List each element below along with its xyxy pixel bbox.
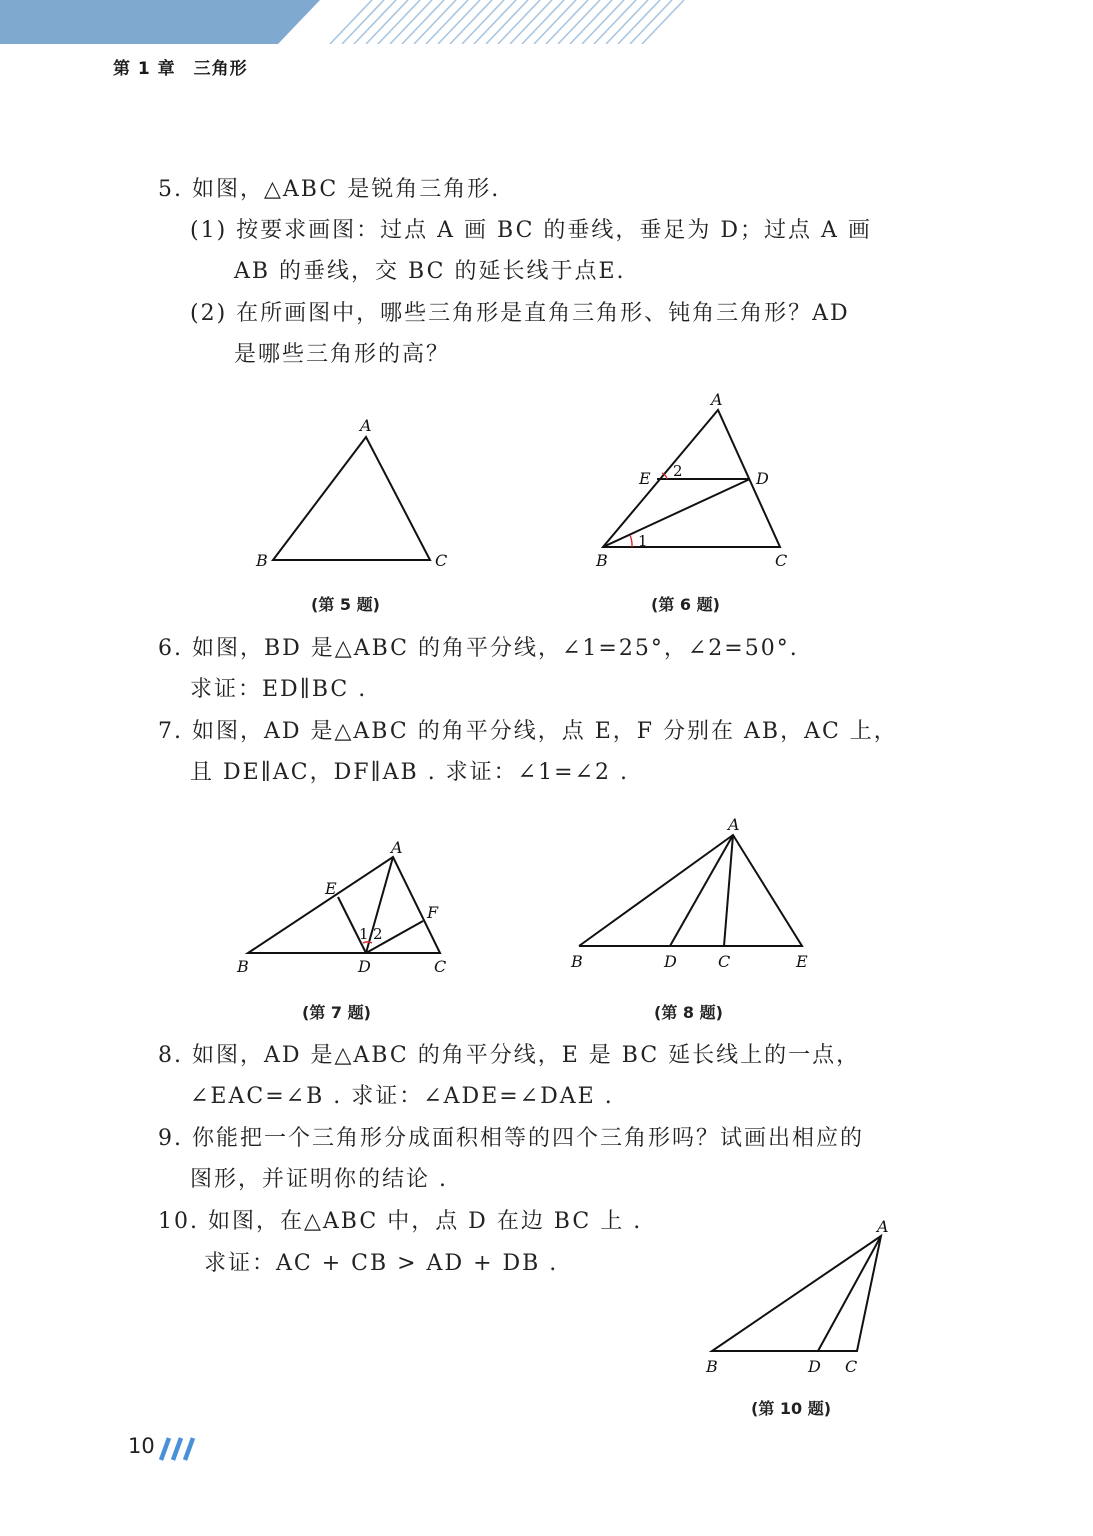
triangle-abe <box>579 835 802 946</box>
label-a: A <box>711 390 723 409</box>
problem-5-line-5: 是哪些三角形的高？ <box>234 342 451 367</box>
caption-figure-8: (第 8 题) <box>654 1003 723 1022</box>
problem-5-line-3: AB 的垂线，交 BC 的延长线于点E. <box>234 259 626 284</box>
problem-5-line-1: 5. 如图，△ABC 是锐角三角形. <box>158 177 501 202</box>
angle-2-label: 2 <box>673 462 683 480</box>
problem-8-line-2: ∠EAC=∠B . 求证：∠ADE=∠DAE . <box>190 1084 614 1109</box>
label-e: E <box>325 879 337 898</box>
segment-ac <box>724 835 733 946</box>
label-c: C <box>434 957 447 976</box>
chapter-heading <box>113 54 248 79</box>
figure-5 <box>240 410 470 580</box>
angle-1-label: 1 <box>359 925 369 943</box>
problem-7-line-1: 7. 如图，AD 是△ABC 的角平分线，点 E，F 分别在 AB，AC 上， <box>158 719 898 744</box>
label-c: C <box>435 551 448 570</box>
label-c: C <box>775 551 788 570</box>
label-b: B <box>237 957 249 976</box>
chapter-number: 第 1 章 <box>113 59 176 79</box>
problem-9-line-2: 图形，并证明你的结论 . <box>190 1167 448 1192</box>
angle-1-label: 1 <box>638 532 648 550</box>
label-d: D <box>358 957 371 976</box>
segment-bd <box>603 479 750 547</box>
label-d: D <box>756 469 769 488</box>
caption-figure-6: (第 6 题) <box>651 595 720 614</box>
label-e: E <box>796 952 808 971</box>
triangle-abc <box>273 437 430 560</box>
label-b: B <box>706 1357 718 1376</box>
label-a: A <box>728 815 740 834</box>
label-f: F <box>427 903 439 922</box>
label-c: C <box>718 952 731 971</box>
problem-10-line-1: 10. 如图，在△ABC 中，点 D 在边 BC 上 . <box>158 1209 643 1234</box>
figure-6 <box>585 388 795 580</box>
label-d: D <box>808 1357 821 1376</box>
problem-5-line-4: (2) 在所画图中，哪些三角形是直角三角形、钝角三角形？AD <box>190 301 850 326</box>
problem-7-line-2: 且 DE∥AC，DF∥AB . 求证：∠1=∠2 . <box>190 760 629 785</box>
problem-6-line-1: 6. 如图，BD 是△ABC 的角平分线，∠1=25°，∠2=50°. <box>158 636 799 661</box>
label-a: A <box>360 416 372 435</box>
triangle-abc <box>712 1236 881 1351</box>
label-b: B <box>571 952 583 971</box>
label-e: E <box>639 469 651 488</box>
chapter-title: 三角形 <box>193 59 248 79</box>
problem-10-line-2: 求证：AC + CB > AD + DB . <box>204 1251 559 1276</box>
figure-10 <box>700 1212 900 1382</box>
caption-figure-7: (第 7 题) <box>302 1003 371 1022</box>
caption-figure-10: (第 10 题) <box>751 1399 832 1418</box>
page-number: 10 <box>128 1434 155 1458</box>
figure-7 <box>230 835 460 980</box>
label-b: B <box>256 551 268 570</box>
angle-1-arc <box>630 535 632 547</box>
problem-8-line-1: 8. 如图，AD 是△ABC 的角平分线，E 是 BC 延长线上的一点， <box>158 1043 861 1068</box>
label-a: A <box>391 838 403 857</box>
figure-8 <box>565 812 815 977</box>
segment-ad <box>818 1236 881 1351</box>
triangle-abc <box>248 857 440 953</box>
label-d: D <box>664 952 677 971</box>
label-b: B <box>596 551 608 570</box>
problem-5-line-2: (1) 按要求画图：过点 A 画 BC 的垂线，垂足为 D；过点 A 画 <box>190 218 872 243</box>
header-band <box>0 0 1093 44</box>
problem-6-line-2: 求证：ED∥BC . <box>190 677 368 702</box>
label-a: A <box>877 1217 889 1236</box>
page-number-slashes-icon <box>158 1436 200 1462</box>
problem-9-line-1: 9. 你能把一个三角形分成面积相等的四个三角形吗？试画出相应的 <box>158 1126 864 1151</box>
angle-2-label: 2 <box>373 925 383 943</box>
caption-figure-5: (第 5 题) <box>311 595 380 614</box>
label-c: C <box>845 1357 858 1376</box>
segment-ad <box>670 835 733 946</box>
